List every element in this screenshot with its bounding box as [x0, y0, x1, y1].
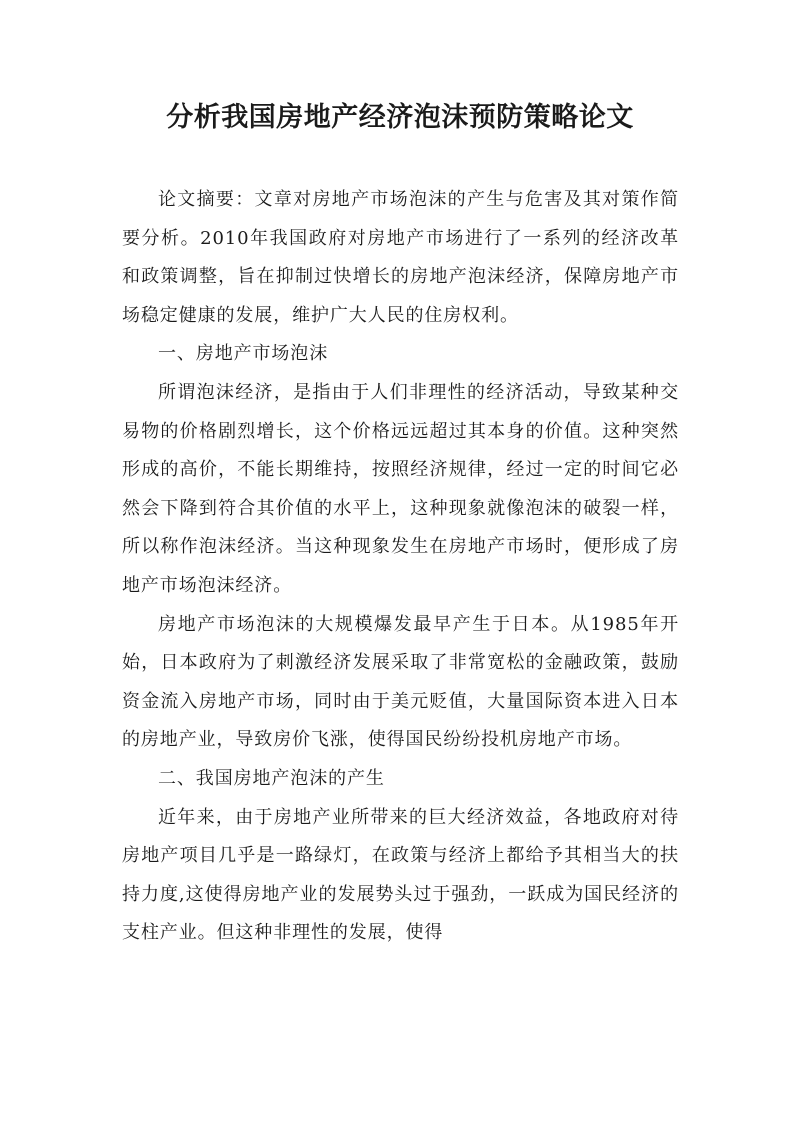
section-heading-1: 一、房地产市场泡沫 [158, 343, 329, 365]
section-heading-2: 二、我国房地产泡沫的产生 [158, 767, 385, 789]
document-title: 分析我国房地产经济泡沫预防策略论文 [166, 102, 634, 133]
body-paragraph: 所谓泡沫经济，是指由于人们非理性的经济活动，导致某种交易物的价格剧烈增长，这个价格远远超过其本身的价值。这种突然形成的高价，不能长期维持，按照经济规律，经过一定的时间它必然会下降到符合其价值的水平上，这种现象就像泡沫的破裂一样，所以称作泡沫经济。当这种现象发生在房地产市场时，便形成了房地产市场泡沫经济。 [122, 381, 679, 596]
body-paragraph: 房地产市场泡沫的大规模爆发最早产生于日本。从1985年开始，日本政府为了刺激经济发展采取了非常宽松的金融政策，鼓励资金流入房地产市场，同时由于美元贬值，大量国际资本进入日本的房地产业，导致房价飞涨，使得国民纷纷投机房地产市场。 [122, 613, 679, 751]
abstract-paragraph: 论文摘要：文章对房地产市场泡沫的产生与危害及其对策作简要分析。2010年我国政府对房地产市场进行了一系列的经济改革和政策调整，旨在抑制过快增长的房地产泡沫经济，保障房地产市场稳定健康的发展，维护广大人民的住房权利。 [122, 189, 679, 326]
body-paragraph: 近年来，由于房地产业所带来的巨大经济效益，各地政府对待房地产项目几乎是一路绿灯，在政策与经济上都给予其相当大的扶持力度,这使得房地产业的发展势头过于强劲，一跃成为国民经济的支柱产业。但这种非理性的发展，使得 [122, 806, 679, 944]
document-body [122, 181, 679, 953]
